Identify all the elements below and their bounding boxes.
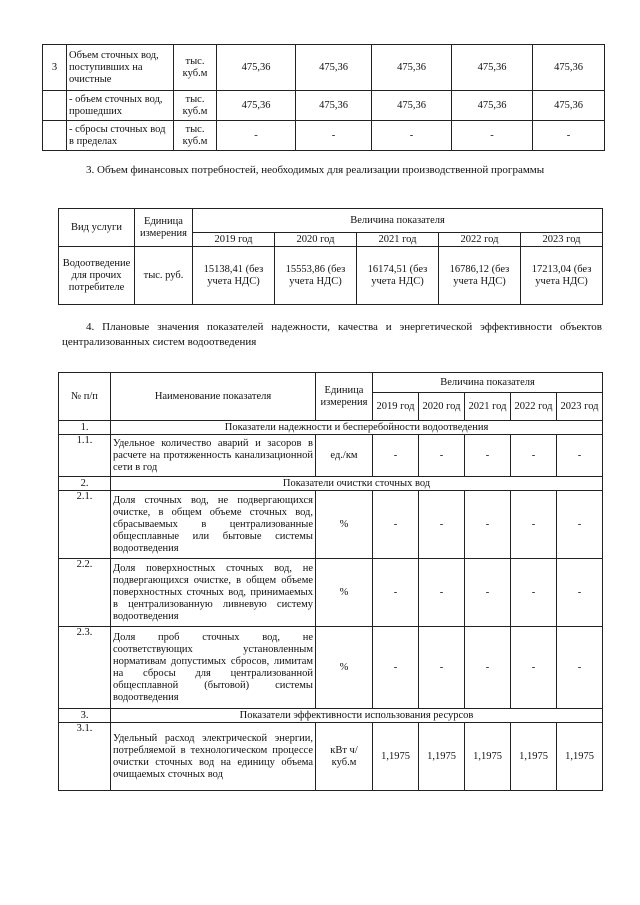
value-2020: 475,36 xyxy=(296,45,372,91)
financial-needs-table xyxy=(58,208,603,305)
year-2022: 2022 год xyxy=(511,393,557,421)
table-row xyxy=(59,435,603,477)
section-number: 1. xyxy=(59,421,111,435)
section-row xyxy=(59,709,603,723)
value-2020: - xyxy=(296,121,372,151)
unit: % xyxy=(316,627,373,709)
value-2022: - xyxy=(511,559,557,627)
section-row xyxy=(59,421,603,435)
value-2023: - xyxy=(533,121,605,151)
year-2023: 2023 год xyxy=(521,233,603,247)
year-2020: 2020 год xyxy=(419,393,465,421)
row-number: 1.1. xyxy=(59,435,111,477)
unit: кВт ч/куб.м xyxy=(316,723,373,791)
row-number: 2.1. xyxy=(59,491,111,559)
header-number: № п/п xyxy=(59,373,111,421)
value-2019: - xyxy=(373,559,419,627)
indicator-name: Объем сточных вод, поступивших на очистные xyxy=(67,45,174,91)
year-2022: 2022 год xyxy=(439,233,521,247)
value-2021: - xyxy=(372,121,452,151)
value-2023: - xyxy=(557,491,603,559)
value-2023: - xyxy=(557,435,603,477)
section-title: Показатели надежности и бесперебойности водоотведения xyxy=(111,421,603,435)
unit: тыс. куб.м xyxy=(174,121,217,151)
table-row xyxy=(59,627,603,709)
section-title: Показатели очистки сточных вод xyxy=(111,477,603,491)
value-2022: 475,36 xyxy=(452,45,533,91)
value-2019: - xyxy=(373,627,419,709)
value-2021: 475,36 xyxy=(372,91,452,121)
value-2023: 1,1975 xyxy=(557,723,603,791)
section-4-heading: 4. Плановые значения показателей надежности, качества и энергетической эффективности объектов централизованных систем водоотведения xyxy=(62,321,602,348)
indicators-table xyxy=(58,372,603,791)
value-2022: - xyxy=(452,121,533,151)
value-2019: 475,36 xyxy=(217,45,296,91)
year-2021: 2021 год xyxy=(357,233,439,247)
row-number xyxy=(43,91,67,121)
value-2020: 475,36 xyxy=(296,91,372,121)
unit: ед./км xyxy=(316,435,373,477)
indicator-name: Удельный расход электрической энергии, потребляемой в технологическом процессе очистки сточных вод на единицу объема очищаемых сточных вод xyxy=(111,723,316,791)
value-2022: 16786,12 (без учета НДС) xyxy=(439,247,521,305)
header-row xyxy=(59,373,603,393)
indicator-name: - объем сточных вод, прошедших xyxy=(67,91,174,121)
unit: тыс. куб.м xyxy=(174,91,217,121)
header-value: Величина показателя xyxy=(193,209,603,233)
value-2022: - xyxy=(511,491,557,559)
value-2023: 475,36 xyxy=(533,91,605,121)
header-unit: Единица измерения xyxy=(135,209,193,247)
header-name: Наименование показателя xyxy=(111,373,316,421)
value-2021: - xyxy=(465,435,511,477)
indicator-name: Доля проб сточных вод, не соответствующих установленным нормативам допустимых сбросов, лимитам на сбросы для централизованной общесплавной (бытовой) системы водоотведения xyxy=(111,627,316,709)
value-2021: 1,1975 xyxy=(465,723,511,791)
value-2020: 1,1975 xyxy=(419,723,465,791)
year-2019: 2019 год xyxy=(193,233,275,247)
row-number: 3.1. xyxy=(59,723,111,791)
value-2021: - xyxy=(465,491,511,559)
table-row xyxy=(43,91,605,121)
indicator-name: Удельное количество аварий и засоров в расчете на протяженность канализационной сети в год xyxy=(111,435,316,477)
value-2020: 15553,86 (без учета НДС) xyxy=(275,247,357,305)
year-2019: 2019 год xyxy=(373,393,419,421)
year-2023: 2023 год xyxy=(557,393,603,421)
value-2020: - xyxy=(419,627,465,709)
value-2022: 475,36 xyxy=(452,91,533,121)
header-unit: Единица измерения xyxy=(316,373,373,421)
header-row xyxy=(59,209,603,233)
year-2021: 2021 год xyxy=(465,393,511,421)
section-number: 3. xyxy=(59,709,111,723)
unit: % xyxy=(316,491,373,559)
unit: тыс. куб.м xyxy=(174,45,217,91)
table-row xyxy=(59,247,603,305)
value-2021: - xyxy=(465,559,511,627)
table-row xyxy=(43,45,605,91)
unit: тыс. руб. xyxy=(135,247,193,305)
indicator-name: Доля поверхностных сточных вод, не подвергающихся очистке, в общем объеме поверхностных сточных вод, принимаемых в централизованную ливневую систему водоотведения xyxy=(111,559,316,627)
indicator-name: - сбросы сточных вод в пределах xyxy=(67,121,174,151)
value-2021: 16174,51 (без учета НДС) xyxy=(357,247,439,305)
indicator-name: Доля сточных вод, не подвергающихся очистке, в общем объеме сточных вод, сбрасываемых в централизованные общесплавные или бытовые системы водоотведения xyxy=(111,491,316,559)
table-row xyxy=(59,559,603,627)
value-2019: - xyxy=(217,121,296,151)
value-2022: 1,1975 xyxy=(511,723,557,791)
row-number: 3 xyxy=(43,45,67,91)
value-2019: 1,1975 xyxy=(373,723,419,791)
water-volume-table xyxy=(42,44,605,151)
section-title: Показатели эффективности использования ресурсов xyxy=(111,709,603,723)
value-2019: 475,36 xyxy=(217,91,296,121)
value-2022: - xyxy=(511,627,557,709)
value-2023: 475,36 xyxy=(533,45,605,91)
row-number: 2.2. xyxy=(59,559,111,627)
row-number xyxy=(43,121,67,151)
table-row xyxy=(43,121,605,151)
year-2020: 2020 год xyxy=(275,233,357,247)
section-number: 2. xyxy=(59,477,111,491)
header-value: Величина показателя xyxy=(373,373,603,393)
value-2020: - xyxy=(419,435,465,477)
row-number: 2.3. xyxy=(59,627,111,709)
value-2021: - xyxy=(465,627,511,709)
value-2019: 15138,41 (без учета НДС) xyxy=(193,247,275,305)
value-2019: - xyxy=(373,491,419,559)
section-3-heading: 3. Объем финансовых потребностей, необходимых для реализации производственной программы xyxy=(86,164,545,176)
value-2023: - xyxy=(557,559,603,627)
header-service: Вид услуги xyxy=(59,209,135,247)
value-2023: 17213,04 (без учета НДС) xyxy=(521,247,603,305)
table-row xyxy=(59,723,603,791)
value-2021: 475,36 xyxy=(372,45,452,91)
value-2022: - xyxy=(511,435,557,477)
value-2023: - xyxy=(557,627,603,709)
value-2019: - xyxy=(373,435,419,477)
table-row xyxy=(59,491,603,559)
service-name: Водоотведение для прочих потребителе xyxy=(59,247,135,305)
unit: % xyxy=(316,559,373,627)
value-2020: - xyxy=(419,491,465,559)
section-row xyxy=(59,477,603,491)
value-2020: - xyxy=(419,559,465,627)
